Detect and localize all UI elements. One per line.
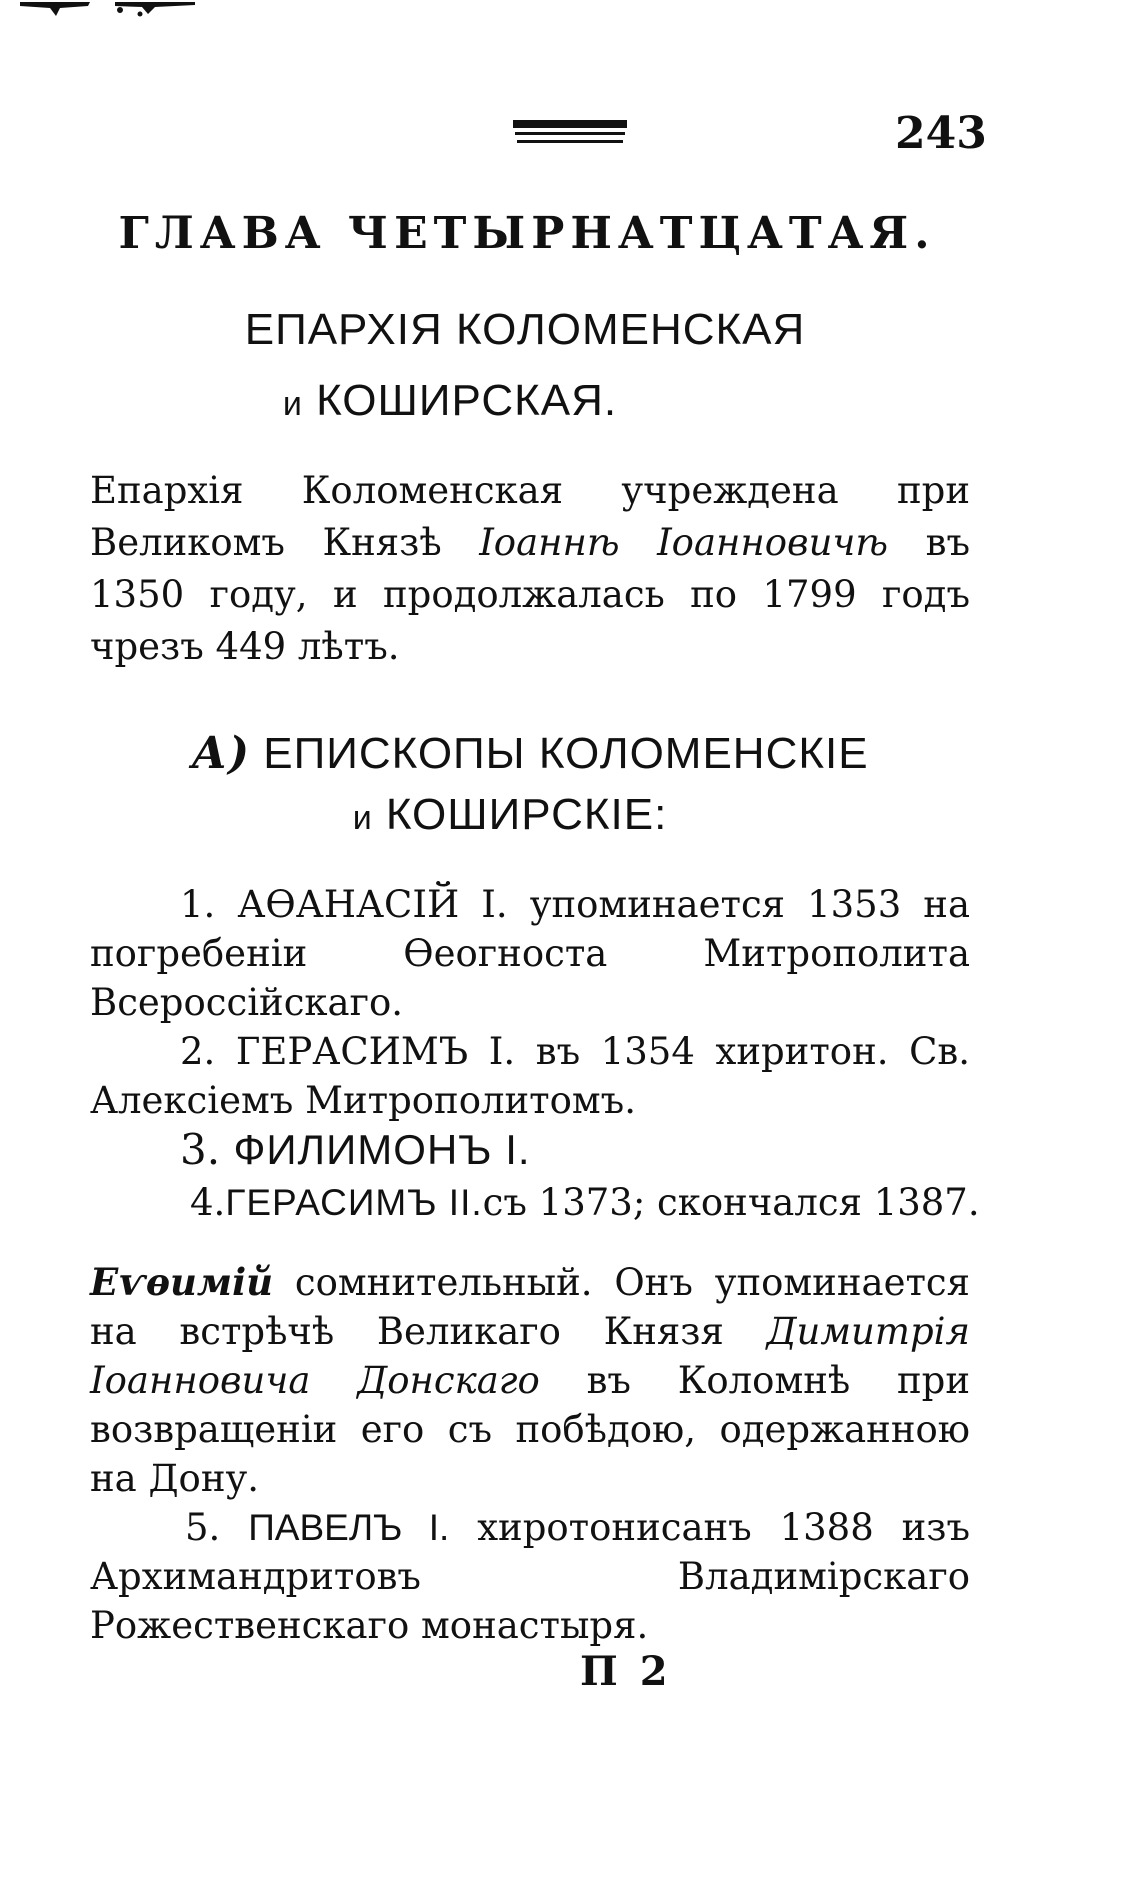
entry-text: съ 1373; скончался 1387. [482,1181,980,1224]
intro-text-1: Епархія Коломенская учреждена при Великомъ Князѣ [90,469,970,564]
bishops-heading-line2 [290,790,730,840]
list-item [180,1125,531,1174]
chapter-title: ГЛАВА ЧЕТЫРНАТЦАТАЯ. [118,208,936,259]
bishops-heading-conjunction: и [352,799,373,837]
diocese-heading-name: КОШИРСКАЯ. [316,376,618,425]
entry-number: 2. [180,1030,216,1073]
section-letter: А) [191,728,251,779]
entry-name: ФИЛИМОНЪ І. [233,1126,531,1173]
entry-text: въ 1354 хиритон. [515,1030,889,1073]
entry-name: АѲАНАСІЙ І. [237,883,508,926]
entry-name: ПАВЕЛЪ І. [248,1507,450,1548]
diocese-heading-line1: ЕПАРХІЯ КОЛОМЕНСКАЯ [244,305,806,354]
entry-number: 5. [185,1506,221,1549]
note-text-2: въ Коломнѣ при возвращеніи его съ побѣдою, одержанною на Дону. [90,1359,970,1500]
bishops-heading-text: ЕПИСКОПЫ КОЛОМЕНСКІЕ [250,729,869,778]
entry-name: ГЕРАСИМЪ ІІ. [225,1182,483,1223]
bishops-heading-name: КОШИРСКІЕ: [385,790,668,839]
note-text-1: сомнительный. Онъ упоминается на встрѣчѣ Великаго Князя [90,1261,970,1353]
list-item [90,1503,970,1650]
intro-name: Іоаннѣ Іоанновичѣ [479,521,889,564]
entry-continuation: погребеніи Ѳеогноста Митрополита Всероссійскаго. [90,932,970,1024]
entry-number: 4. [190,1181,226,1224]
list-item [90,880,970,1027]
note-name-2: Димитрія Іоанновича Донскаго [90,1310,970,1402]
list-item [190,1178,980,1227]
diocese-heading-line2 [150,376,750,426]
entry-number: 1. [180,883,216,926]
bishops-heading-line1 [140,728,920,779]
entry-number: 3. [180,1125,221,1174]
top-ornament [20,0,195,22]
entry-name: ГЕРАСИМЪ І. [235,1030,516,1073]
signature-mark: П 2 [580,1648,672,1695]
note-paragraph [90,1258,970,1503]
entry-text: хиротонисанъ 1388 изъ Архимандритовъ Владимірскаго Рожественскаго монастыря. [90,1506,970,1647]
header-rule [511,118,629,148]
page-number: 243 [895,108,987,159]
note-name: Еѵѳимій [90,1260,274,1304]
entry-continuation: Св. Алексіемъ Митрополитомъ. [90,1030,970,1122]
intro-text-2: въ 1350 году, и продолжалась по 1799 годъ чрезъ 449 лѣтъ. [90,521,970,668]
diocese-heading-conjunction: и [282,385,303,423]
list-item [90,1027,970,1125]
intro-paragraph [90,465,970,673]
entry-text: упоминается 1353 на [507,883,971,926]
